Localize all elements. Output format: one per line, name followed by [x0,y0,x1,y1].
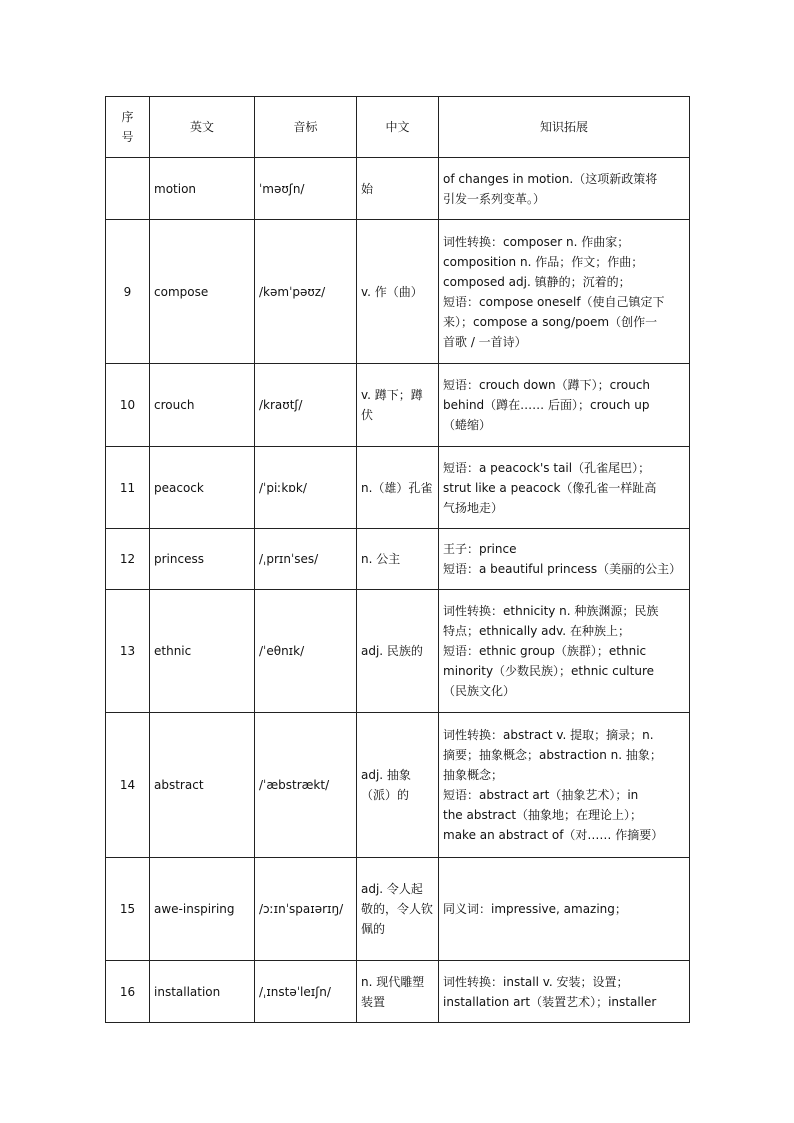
extension-line: 王子：prince [443,542,517,556]
knowledge-extension [439,158,690,220]
extension-line: 抽象概念； [443,768,504,782]
extension-line: （民族文化） [443,684,516,698]
english-word: motion [150,158,255,220]
row-number: 12 [106,529,150,590]
row-number: 10 [106,364,150,447]
extension-line: 摘要；抽象概念；abstraction n. 抽象； [443,748,662,762]
extension-line: of changes in motion.（这项新政策将 [443,171,658,186]
extension-line: 同义词：impressive, amazing； [443,902,627,916]
header-chinese: 中文 [357,97,439,158]
phonetic-symbol: /ˌprɪnˈses/ [255,529,357,590]
extension-line: 气扬地走） [443,500,504,515]
row-number: 16 [106,961,150,1023]
extension-line: 引发一系列变革。） [443,191,546,206]
phonetic-symbol: /ˈpiːkɒk/ [255,447,357,529]
chinese-meaning: adj. 民族的 [357,590,439,713]
phonetic-symbol: /ˈeθnɪk/ [255,590,357,713]
phonetic-symbol: /kəmˈpəʊz/ [255,220,357,364]
english-word: crouch [150,364,255,447]
extension-line: strut like a peacock（像孔雀一样趾高 [443,480,657,495]
extension-line: （蜷缩） [443,418,492,432]
english-word: princess [150,529,255,590]
chinese-meaning: n.（雄）孔雀 [357,447,439,529]
extension-line: 特点；ethnically adv. 在种族上； [443,624,630,638]
phonetic-symbol: /ɔːɪnˈspaɪərɪŋ/ [255,858,357,961]
english-word: ethnic [150,590,255,713]
knowledge-extension [439,220,690,364]
knowledge-extension [439,590,690,713]
extension-line: 短语：compose oneself（使自己镇定下 [443,294,665,309]
chinese-meaning: v. 作（曲） [357,220,439,364]
english-word: compose [150,220,255,364]
table-row [106,713,690,858]
chinese-meaning: n. 公主 [357,529,439,590]
extension-line: 短语：crouch down（蹲下）；crouch [443,378,651,392]
extension-line: make an abstract of（对…… 作摘要） [443,828,664,842]
extension-line: minority（少数民族）；ethnic culture [443,664,654,678]
row-number: 9 [106,220,150,364]
knowledge-extension [439,858,690,961]
row-number [106,158,150,220]
extension-line: installation art（装置艺术）；installer [443,994,657,1009]
english-word: installation [150,961,255,1023]
english-word: awe-inspiring [150,858,255,961]
english-word: peacock [150,447,255,529]
extension-line: 词性转换：install v. 安装；设置； [443,974,629,989]
extension-line: behind（蹲在…… 后面）；crouch up [443,398,650,412]
knowledge-extension [439,529,690,590]
extension-line: 来）；compose a song/poem（创作一 [443,314,658,329]
extension-line: 短语：abstract art（抽象艺术）；in [443,788,639,802]
extension-line: 词性转换：abstract v. 提取；摘录；n. [443,728,654,742]
extension-line: 短语：a beautiful princess（美丽的公主） [443,562,682,576]
row-number: 11 [106,447,150,529]
phonetic-symbol: ˈməʊʃn/ [255,158,357,220]
extension-line: composition n. 作品；作文；作曲； [443,254,644,269]
knowledge-extension [439,364,690,447]
header-row [106,97,690,158]
extension-line: 短语：ethnic group（族群）；ethnic [443,644,647,658]
extension-line: the abstract（抽象地；在理论上）； [443,808,643,822]
extension-line: 词性转换：ethnicity n. 种族渊源；民族 [443,604,659,618]
row-number: 14 [106,713,150,858]
table-row [106,364,690,447]
knowledge-extension [439,961,690,1023]
knowledge-extension [439,447,690,529]
extension-line: 首歌 / 一首诗） [443,334,527,349]
extension-line: composed adj. 镇静的；沉着的； [443,274,631,289]
header-num: 序号 [106,97,150,158]
phonetic-symbol: /ˌɪnstəˈleɪʃn/ [255,961,357,1023]
phonetic-symbol: /kraʊtʃ/ [255,364,357,447]
table-row [106,158,690,220]
chinese-meaning: adj. 令人起敬的，令人钦佩的 [357,858,439,961]
phonetic-symbol: /ˈæbstrækt/ [255,713,357,858]
extension-line: 短语：a peacock's tail（孔雀尾巴）； [443,460,651,475]
chinese-meaning: n. 现代雕塑装置 [357,961,439,1023]
row-number: 13 [106,590,150,713]
chinese-meaning: 始 [357,158,439,220]
table-row [106,220,690,364]
header-extension: 知识拓展 [439,97,690,158]
table-row [106,590,690,713]
extension-line: 词性转换：composer n. 作曲家； [443,234,630,249]
table-row [106,447,690,529]
header-english: 英文 [150,97,255,158]
chinese-meaning: adj. 抽象（派）的 [357,713,439,858]
row-number: 15 [106,858,150,961]
english-word: abstract [150,713,255,858]
table-row [106,529,690,590]
knowledge-extension [439,713,690,858]
chinese-meaning: v. 蹲下；蹲伏 [357,364,439,447]
table-row [106,961,690,1023]
header-phonetic: 音标 [255,97,357,158]
table-row [106,858,690,961]
vocabulary-table [105,96,690,1023]
